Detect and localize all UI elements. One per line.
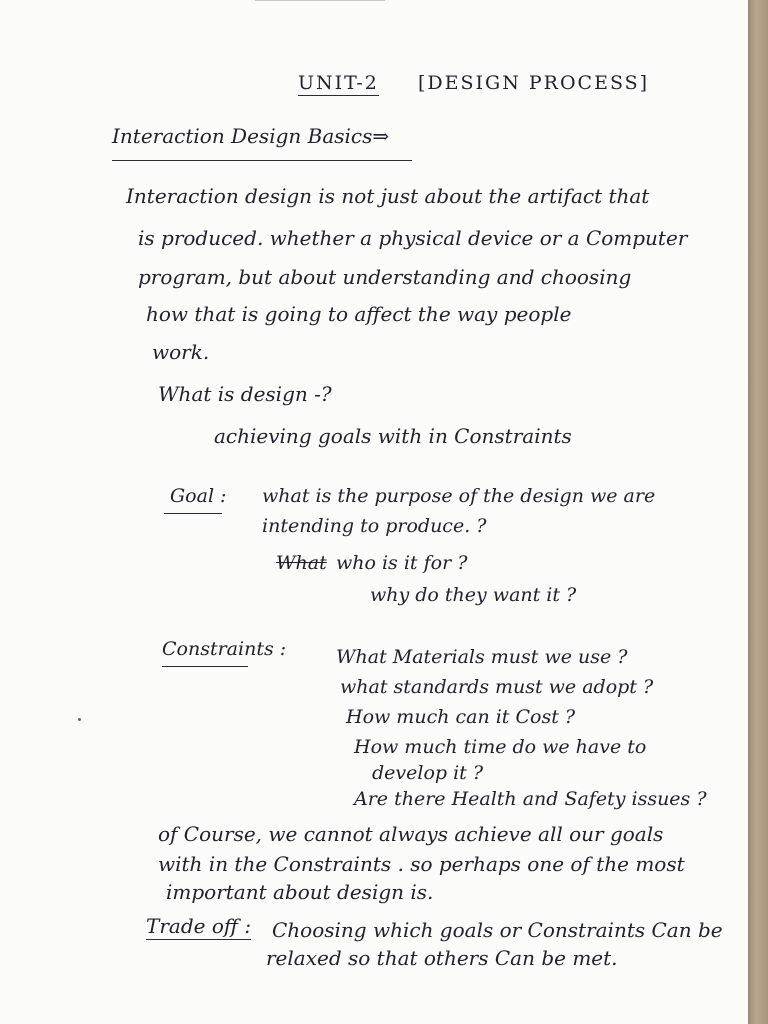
constraint-3: How much can it Cost ?: [346, 706, 576, 728]
constraints-underline: [162, 666, 248, 667]
unit-title: [DESIGN PROCESS]: [418, 72, 650, 94]
page-edge: [748, 0, 768, 1024]
design-question: What is design -?: [158, 382, 332, 406]
tradeoff-line-1: Choosing which goals or Constraints Can be: [272, 918, 723, 942]
constraints-label: Constraints :: [162, 638, 287, 660]
heading-underline: [112, 160, 412, 161]
unit-label: UNIT-2: [298, 72, 379, 94]
constraint-5: develop it ?: [372, 762, 484, 784]
goal-underline: [164, 513, 222, 514]
conclusion-line-1: of Course, we cannot always achieve all our goals: [158, 822, 664, 846]
goal-label: Goal :: [170, 485, 227, 507]
conclusion-line-2: with in the Constraints . so perhaps one of the most: [158, 852, 685, 876]
top-margin-line: [255, 0, 385, 1]
tradeoff-line-2: relaxed so that others Can be met.: [266, 946, 618, 970]
intro-line-3: program, but about understanding and choosing: [138, 265, 632, 289]
goal-struck-word: What: [276, 552, 327, 574]
section-heading: Interaction Design Basics⇒: [112, 124, 390, 148]
constraint-2: what standards must we adopt ?: [340, 676, 654, 698]
intro-line-4: how that is going to affect the way people: [146, 302, 572, 326]
constraint-1: What Materials must we use ?: [336, 646, 628, 668]
intro-line-1: Interaction design is not just about the artifact that: [126, 184, 650, 208]
goal-why: why do they want it ?: [370, 584, 577, 606]
design-answer: achieving goals with in Constraints: [214, 424, 572, 448]
tradeoff-label: Trade off :: [146, 914, 252, 938]
margin-dot: [78, 718, 81, 721]
goal-line-1: what is the purpose of the design we are: [262, 485, 656, 507]
constraint-6: Are there Health and Safety issues ?: [354, 788, 707, 810]
goal-who: who is it for ?: [336, 552, 468, 574]
constraint-4: How much time do we have to: [354, 736, 647, 758]
intro-line-5: work.: [152, 340, 210, 364]
intro-line-2: is produced. whether a physical device or a Computer: [138, 226, 688, 250]
goal-line-2: intending to produce. ?: [262, 515, 487, 537]
conclusion-line-3: important about design is.: [166, 880, 434, 904]
